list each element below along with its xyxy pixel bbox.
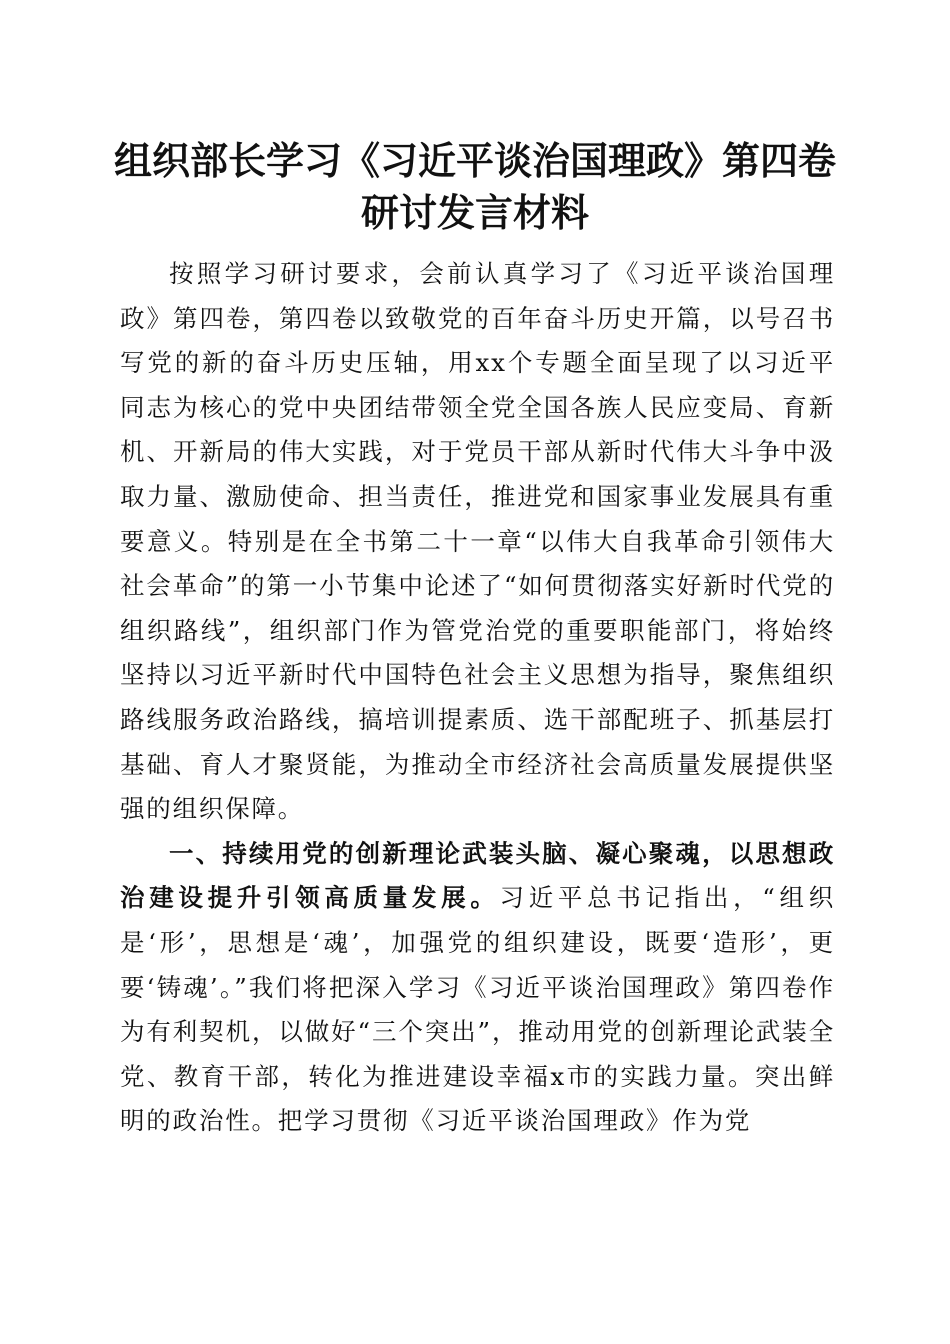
document-title: 组织部长学习《习近平谈治国理政》第四卷研讨发言材料: [113, 138, 836, 235]
document-body: [120, 252, 835, 1144]
paragraph-intro: 按照学习研讨要求，会前认真学习了《习近平谈治国理政》第四卷，第四卷以致敬党的百年奋斗历史开篇，以号召书写党的新的奋斗历史压轴，用xx个专题全面呈现了以习近平同志为核心的党中央团结带领全党全国各族人民应变局、育新机、开新局的伟大实践，对于党员干部从新时代伟大斗争中汲取力量、激励使命、担当责任，推进党和国家事业发展具有重要意义。特别是在全书第二十一章“以伟大自我革命引领伟大社会革命”的第一小节集中论述了“如何贯彻落实好新时代党的组织路线”，组织部门作为管党治党的重要职能部门，将始终坚持以习近平新时代中国特色社会主义思想为指导，聚焦组织路线服务政治路线，搞培训提素质、选干部配班子、抓基层打基础、育人才聚贤能，为推动全市经济社会高质量发展提供坚强的组织保障。: [120, 259, 835, 824]
section-text: 习近平总书记指出，“组织是‘形’，思想是‘魂’，加强党的组织建设，既要‘造形’，更要‘铸魂’。”我们将把深入学习《习近平谈治国理政》第四卷作为有利契机，以做好“三个突出”，推动用党的创新理论武装全党、教育干部，转化为推进建设幸福x市的实践力量。突出鲜明的政治性。把学习贯彻《习近平谈治国理政》作为党: [120, 883, 835, 1136]
section-heading: 一、持续用党的创新理论武装头脑、凝心聚魂，以思想政治建设提升引领高质量发展。: [120, 838, 835, 913]
paragraph-section-one: [120, 832, 835, 1144]
